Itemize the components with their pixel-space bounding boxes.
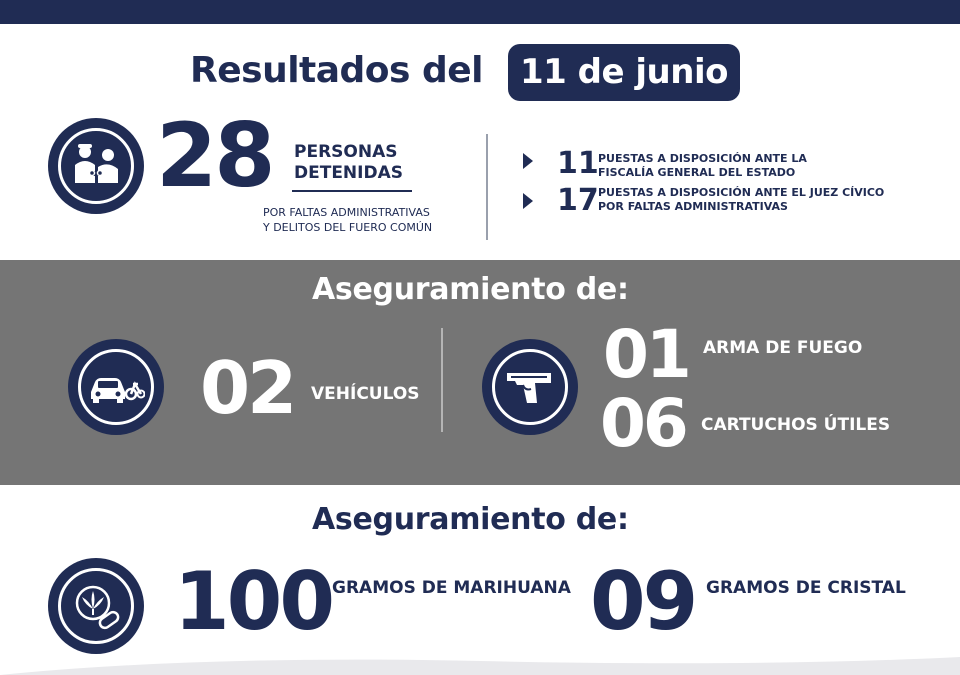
detenidos-label-2: DETENIDAS	[294, 163, 403, 183]
cristal-count: 09	[590, 555, 696, 648]
juez-label-2: POR FALTAS ADMINISTRATIVAS	[598, 200, 788, 213]
bullet-arrow-icon	[523, 153, 533, 169]
vehiculos-count: 02	[200, 346, 295, 430]
vehiculos-label: VEHÍCULOS	[311, 384, 420, 404]
arrest-glyph	[70, 143, 122, 189]
vehicles-glyph	[87, 370, 145, 404]
cartuchos-label: CARTUCHOS ÚTILES	[701, 415, 891, 435]
fiscalia-count: 11	[557, 146, 599, 181]
drugs-glyph	[71, 581, 121, 631]
cartuchos-count: 06	[600, 385, 686, 462]
aseguramiento-divider	[441, 328, 443, 432]
bullet-arrow-icon	[523, 193, 533, 209]
arrest-icon	[48, 118, 144, 214]
juez-count: 17	[557, 183, 599, 218]
detenidos-count: 28	[156, 104, 273, 207]
juez-label-1: PUESTAS A DISPOSICIÓN ANTE EL JUEZ CÍVICO	[598, 186, 885, 199]
page-title: Resultados del	[190, 50, 484, 91]
vehicles-icon	[68, 339, 164, 435]
aseguramiento-title-2: Aseguramiento de:	[312, 502, 629, 537]
pistol-glyph	[505, 367, 555, 407]
detenidos-underline	[292, 190, 412, 192]
fiscalia-label-1: PUESTAS A DISPOSICIÓN ANTE LA	[598, 152, 807, 165]
marihuana-count: 100	[174, 555, 332, 648]
detenidos-label-1: PERSONAS	[294, 142, 398, 162]
detenidos-divider	[486, 134, 488, 240]
cristal-label: GRAMOS DE CRISTAL	[706, 578, 906, 598]
bottom-wave	[0, 655, 960, 675]
date-badge: 11 de junio	[508, 44, 740, 101]
pistol-icon	[482, 339, 578, 435]
arma-label: ARMA DE FUEGO	[703, 338, 863, 358]
drugs-icon	[48, 558, 144, 654]
fiscalia-label-2: FISCALÍA GENERAL DEL ESTADO	[598, 166, 796, 179]
arma-count: 01	[603, 316, 689, 393]
detenidos-sub-2: Y DELITOS DEL FUERO COMÚN	[263, 221, 433, 234]
top-bar	[0, 0, 960, 24]
marihuana-label: GRAMOS DE MARIHUANA	[332, 578, 571, 598]
aseguramiento-title-1: Aseguramiento de:	[312, 272, 629, 307]
detenidos-sub-1: POR FALTAS ADMINISTRATIVAS	[263, 206, 430, 219]
